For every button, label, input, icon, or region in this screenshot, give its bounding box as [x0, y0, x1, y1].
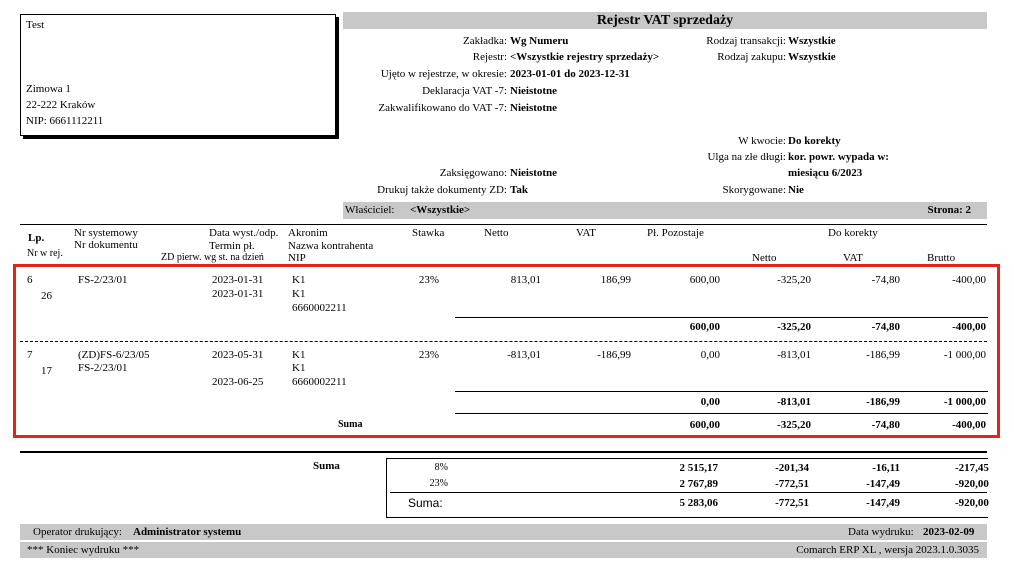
summary-stawka-8: 8% [434, 462, 448, 473]
row-zd-pierw: 2023-06-25 [212, 376, 264, 388]
row-stawka: 23% [418, 274, 439, 286]
row-nr-rej: 26 [41, 290, 52, 302]
row-lp: 7 [27, 349, 33, 361]
col-stawka: Stawka [412, 227, 445, 239]
ulga-label: Ulga na złe długi: [707, 151, 786, 163]
column-header-top-rule [20, 224, 987, 225]
summary-23-b: -772,51 [775, 478, 809, 490]
col-vat: VAT [576, 227, 596, 239]
summary-total-label: Suma: [408, 496, 443, 510]
company-nip: NIP: 6661112211 [26, 115, 104, 127]
rodzaj-transakcji-value: Wszystkie [788, 35, 836, 47]
company-city: 22-222 Kraków [26, 99, 96, 111]
summary-8-b: -201,34 [775, 462, 809, 474]
print-date-value: 2023-02-09 [923, 526, 975, 538]
col-dk-brutto: Brutto [927, 252, 956, 264]
summary-total-rule [390, 492, 987, 493]
col-nr-dokumentu: Nr dokumentu [74, 239, 138, 251]
skorygowane-label: Skorygowane: [722, 184, 786, 196]
row-nip: 6660002211 [292, 302, 347, 314]
row-nip: 6660002211 [292, 376, 347, 388]
zaksiegowano-value: Nieistotne [510, 167, 558, 179]
zakladka-label: Zakładka: [463, 35, 507, 47]
row-sum-netto: -325,20 [777, 321, 811, 333]
page-sum-label: Suma [338, 419, 363, 430]
summary-8-a: 2 515,17 [679, 462, 718, 474]
col-nazwa: Nazwa kontrahenta [288, 240, 374, 252]
rodzaj-zakupu-label: Rodzaj zakupu: [717, 51, 786, 63]
row-sum-pozostaje: 600,00 [689, 321, 720, 333]
summary-8-d: -217,45 [955, 462, 989, 474]
rodzaj-zakupu-value: Wszystkie [788, 51, 836, 63]
ujeto-value: 2023-01-01 do 2023-12-31 [510, 68, 630, 80]
row-sum-pozostaje: 0,00 [700, 396, 720, 408]
row-nr-sys: (ZD)FS-6/23/05 [78, 349, 150, 361]
drukuj-label: Drukuj także dokumenty ZD: [377, 184, 507, 196]
row-data-wyst: 2023-01-31 [212, 274, 264, 286]
summary-23-d: -920,00 [955, 478, 989, 490]
summary-total-c: -147,49 [866, 497, 900, 509]
row-dk-vat: -74,80 [871, 274, 900, 286]
row-akronim: K1 [292, 274, 306, 286]
row-termin: 2023-01-31 [212, 288, 264, 300]
row-stawka: 23% [418, 349, 439, 361]
rejestr-value: <Wszystkie rejestry sprzedaży> [510, 51, 660, 63]
summary-total-d: -920,00 [955, 497, 989, 509]
col-termin: Termin pł. [209, 240, 255, 252]
row-nazwa: K1 [292, 362, 306, 374]
row-dk-vat: -186,99 [866, 349, 900, 361]
col-do-korekty: Do korekty [828, 227, 878, 239]
ulga-value-line1: kor. powr. wypada w: [788, 151, 889, 163]
summary-8-c: -16,11 [872, 462, 900, 474]
col-data-wyst: Data wyst./odp. [209, 227, 279, 239]
deklaracja-value: Nieistotne [510, 85, 558, 97]
row-sum-netto: -813,01 [777, 396, 811, 408]
row-dk-brutto: -400,00 [952, 274, 986, 286]
row-lp: 6 [27, 274, 33, 286]
row-vat: 186,99 [600, 274, 631, 286]
w-kwocie-value: Do korekty [788, 135, 841, 147]
summary-23-c: -147,49 [866, 478, 900, 490]
col-nip: NIP [288, 252, 306, 264]
skorygowane-value: Nie [788, 184, 804, 196]
summary-23-a: 2 767,89 [679, 478, 718, 490]
col-zd-pierw: ZD pierw. wg st. na dzień [161, 252, 264, 263]
row-sum-brutto: -1 000,00 [943, 396, 986, 408]
end-of-print: *** Koniec wydruku *** [27, 544, 140, 556]
col-lp: Lp. [28, 232, 45, 244]
row-data-wyst: 2023-05-31 [212, 349, 264, 361]
col-dk-netto: Netto [752, 252, 777, 264]
page-sum-brutto: -400,00 [952, 419, 986, 431]
highlight-frame [13, 264, 1000, 438]
summary-total-a: 5 283,06 [679, 497, 718, 509]
wlasciciel-label: Właściciel: [345, 204, 395, 216]
col-netto: Netto [484, 227, 509, 239]
operator-value: Administrator systemu [133, 526, 242, 538]
row-pozostaje: 600,00 [689, 274, 720, 286]
row-vat: -186,99 [597, 349, 631, 361]
row-akronim: K1 [292, 349, 306, 361]
page-sum-pozostaje: 600,00 [689, 419, 720, 431]
row-nr-sys: FS-2/23/01 [78, 274, 128, 286]
version-info: Comarch ERP XL , wersja 2023.1.0.3035 [796, 544, 979, 556]
zakladka-value: Wg Numeru [510, 35, 569, 47]
page-sum-netto: -325,20 [777, 419, 811, 431]
rodzaj-transakcji-label: Rodzaj transakcji: [706, 35, 786, 47]
drukuj-value: Tak [510, 184, 528, 196]
row-sum-vat: -186,99 [866, 396, 900, 408]
page-sum-vat: -74,80 [871, 419, 900, 431]
zaksiegowano-label: Zaksięgowano: [439, 167, 507, 179]
page-number: Strona: 2 [927, 204, 971, 216]
w-kwocie-label: W kwocie: [738, 135, 786, 147]
operator-label: Operator drukujący: [33, 526, 122, 538]
zakwalifikowano-value: Nieistotne [510, 102, 558, 114]
company-address-box [20, 14, 336, 136]
row-nazwa: K1 [292, 288, 306, 300]
col-pl-pozostaje: Pł. Pozostaje [647, 227, 704, 239]
grand-sum-label: Suma [313, 460, 340, 472]
rejestr-label: Rejestr: [472, 51, 507, 63]
row-dk-brutto: -1 000,00 [943, 349, 986, 361]
deklaracja-label: Deklaracja VAT -7: [422, 85, 507, 97]
row-nr-dok: FS-2/23/01 [78, 362, 128, 374]
ujeto-label: Ujęto w rejestrze, w okresie: [380, 68, 507, 80]
company-street: Zimowa 1 [26, 83, 71, 95]
row-dk-netto: -813,01 [777, 349, 811, 361]
row-nr-rej: 17 [41, 365, 52, 377]
company-name: Test [26, 19, 45, 31]
row-netto: 813,01 [510, 274, 541, 286]
row-dk-netto: -325,20 [777, 274, 811, 286]
row-pozostaje: 0,00 [700, 349, 720, 361]
row-sum-brutto: -400,00 [952, 321, 986, 333]
row-sum-vat: -74,80 [871, 321, 900, 333]
col-nr-w-rej: Nr w rej. [27, 248, 63, 259]
wlasciciel-value: <Wszystkie> [410, 204, 471, 216]
summary-top-rule [20, 451, 987, 453]
summary-stawka-23: 23% [429, 478, 448, 489]
ulga-value-line2: miesiącu 6/2023 [788, 167, 863, 179]
report-title: Rejestr VAT sprzedaży [596, 13, 734, 28]
col-nr-systemowy: Nr systemowy [74, 227, 138, 239]
print-date-label: Data wydruku: [848, 526, 914, 538]
col-dk-vat: VAT [843, 252, 863, 264]
col-akronim: Akronim [288, 227, 328, 239]
summary-total-b: -772,51 [775, 497, 809, 509]
row-netto: -813,01 [507, 349, 541, 361]
zakwalifikowano-label: Zakwalifikowano do VAT -7: [378, 102, 507, 114]
